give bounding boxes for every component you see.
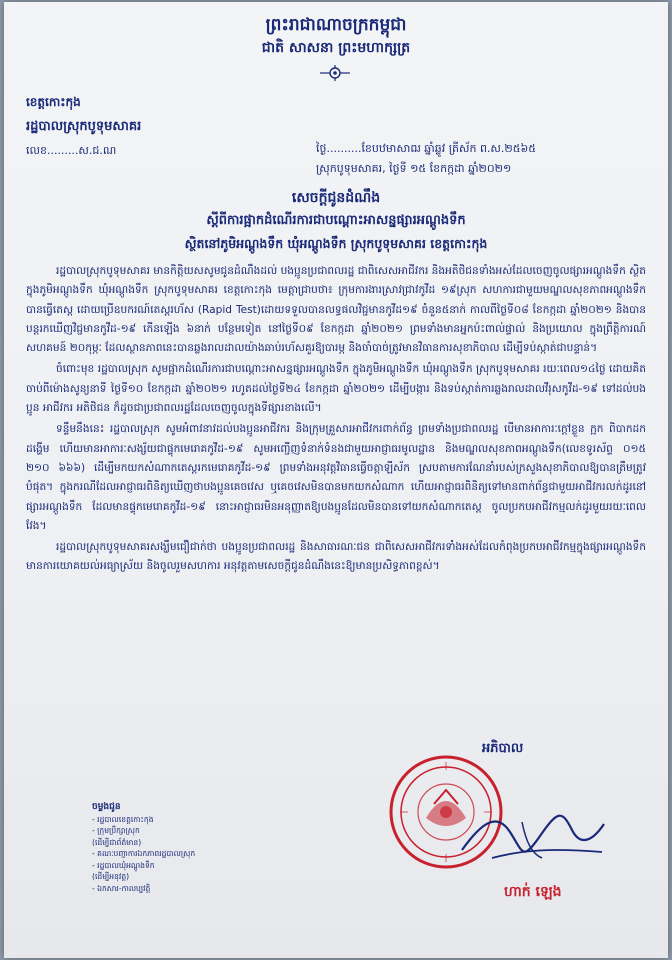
body-paragraph-4: រដ្ឋបាលស្រុកបូទុមសាគរសង្ឃឹមជឿជាក់ថា បងប្អូនប្រជាពលរដ្ឋ និងសាធារណៈជន ជាពិសេសអាជីវករទាំងអស់ដែលកំពុងប្រកបអាជីវកម្មក្នុងផ្សារអណ្តូងទឹក មានការយោគយល់អធ្យាស្រ័យ និងចូលរួមសហការ អនុវត្តតាមសេចក្តីជូនដំណឹងនេះឱ្យមានប្រសិទ្ធភាពខ្ពស់។	[26, 541, 646, 573]
province-name: ខេត្តកោះកុង	[26, 95, 81, 109]
recipient-item: - រដ្ឋបាលឃុំអណ្តូងទឹក	[92, 860, 155, 870]
administration-name: រដ្ឋបាលស្រុកបូទុមសាគរ	[26, 119, 142, 134]
recipient-item: - ក្រុមប្រឹក្សាស្រុក	[92, 826, 140, 835]
body-paragraph-3: ទន្ទឹមនឹងនេះ រដ្ឋបាលស្រុក សូមអំពាវនាវដល់បងប្អូនអាជីវករ និងក្រុមគ្រួសារអាជីវករពាក់ព័ន្ធ ព្រមទាំងប្រជាពលរដ្ឋ បើមានអាការៈក្តៅខ្លួន ក្អក ពិបាកដកដង្ហើម ហើយមានអាការៈសង្ស័យជាផ្ទុកមេរោគកូវីដ-១៩ សូមអញ្ជើញទំនាក់ទំនងជាមួយអាជ្ញាធរមូលដ្ឋាន និងមណ្ឌលសុខភាពអណ្តូងទឹក(លេខទូរស័ព្ទ ០១៥ ២១០ ៦៦៦) ដើម្បីមកយកសំណាកតេស្តរកមេរោគកូវីដ-១៩ ព្រមទាំងអនុវត្តវិធានធ្វើចត្តាឡីស័ក ស្របតាមការណែនាំរបស់ក្រសួងសុខាភិបាលឱ្យបានត្រឹមត្រូវបំផុត។ ក្នុងករណីដែលអាជ្ញាធរពិនិត្យឃើញថាបងប្អូនគេចវេស ឬគេចវេសមិនបានមកយកសំណាក ហើយអាជ្ញាធរពិនិត្យទៅមានពាក់ព័ន្ធជាមួយអាជីវករលក់ដូរនៅផ្សារអណ្តូងទឹក ដែលមានផ្ទុកមេរោគកូវីដ-១៩ នោះអាជ្ញាធរមិនអនុញ្ញាតឱ្យបងប្អូនដែលមិនបានទៅយកសំណាកតេស្ត ចូលប្រកបអាជីវកម្មលក់ដូរមួយរយៈពេលវែង។	[26, 423, 646, 532]
signer-title: អភិបាល	[482, 741, 524, 756]
recipients-list	[92, 802, 195, 894]
ornament-icon	[320, 64, 350, 82]
solar-date: ស្រុកបូទុមសាគរ, ថ្ងៃទី ១៥ ខែកក្កដា ឆ្នាំ២០២១	[316, 162, 512, 175]
document-page	[4, 2, 668, 958]
recipient-item: (ដើម្បីអនុវត្ត)	[92, 872, 130, 881]
kingdom-heading: ព្រះរាជាណាចក្រកម្ពុជា	[265, 15, 407, 35]
document-title: សេចក្តីជូនដំណឹង	[291, 190, 381, 206]
document-subject: ស្តីពីការផ្អាកដំណើរការជាបណ្តោះអាសន្នផ្សារអណ្តូងទឹក	[206, 213, 466, 228]
lunar-date: ថ្ងៃ..........ខែបឋមាសាឍ ឆ្នាំឆ្លូវ ត្រីស័ក ព.ស.២៥៦៥	[316, 142, 537, 155]
recipient-item: - គណៈបញ្ជាការឯកភាពរដ្ឋបាលស្រុក	[92, 849, 196, 858]
national-motto: ជាតិ សាសនា ព្រះមហាក្សត្រ	[261, 40, 411, 56]
recipient-item: - ឯកសារ-កាលប្បវត្តិ	[92, 883, 151, 893]
signer-name: ហាក់ ឡេង	[504, 884, 562, 900]
handwritten-signature	[452, 802, 612, 872]
body-paragraph-1: រដ្ឋបាលស្រុកបូទុមសាគរ មានកិត្តិយសសូមជូនដំណឹងដល់ បងប្អូនប្រជាពលរដ្ឋ ជាពិសេសអាជីវករ និងអតិថិជនទាំងអស់ដែលចេញចូលផ្សារអណ្តូងទឹក ស្ថិតក្នុងភូមិអណ្តូងទឹក ឃុំអណ្តូងទឹក ស្រុកបូទុមសាគរ ខេត្តកោះកុង មេត្តាជ្រាបថា៖ ក្រុមការងារស្រាវជ្រាវកូវីដ ១៩ស្រុក សហការជាមួយមណ្ឌលសុខភាពអណ្តូងទឹក បានធ្វើតេស្ត ដោយប្រើឧបករណ៍តេស្តរហ័ស (Rapid Test)ដោយទទួលបានលទ្ធផលវិជ្ជមានកូវីដ១៩ ចំនួន៥នាក់ កាលពីថ្ងៃទី០៨ ខែកក្កដា ឆ្នាំ២០២១ និងបានបន្តរកឃើញវិជ្ជមានកូវីដ-១៩ កើនឡើង ៦នាក់ បន្ថែមទៀត នៅថ្ងៃទី០៩ ខែកក្កដា ឆ្នាំ២០២១ ព្រមទាំងមានអ្នកប៉ះពាល់ផ្ទាល់ និងប្រយោល ក្នុងព្រឹត្តិការណ៍សហគមន៍ ២០កុម្ភៈ ដែលស្ថានភាពនេះបានឆ្លងរាលដាលយ៉ាងឆាប់រហ័សគួរឱ្យបារម្ភ និងចាំបាច់ត្រូវមានវិធានការសុខាភិបាល ដើម្បីទប់ស្កាត់ជាបន្ទាន់។	[26, 265, 646, 355]
body-paragraph-2: ចំពោះមុខ រដ្ឋបាលស្រុក សូមផ្អាកដំណើរការជាបណ្តោះអាសន្នផ្សារអណ្តូងទឹក ក្នុងភូមិអណ្តូងទឹក ឃុំអណ្តូងទឹក ស្រុកបូទុមសាគរ រយៈពេល១៤ថ្ងៃ ដោយគិត ចាប់ពីម៉ោងសូន្យនាទី ថ្ងៃទី១០ ខែកក្កដា ឆ្នាំ២០២១ រហូតដល់ថ្ងៃទី២៤ ខែកក្កដា ឆ្នាំ២០២១ ដើម្បីបង្ការ និងទប់ស្កាត់ការឆ្លងរាលដាលវីរុសកូវីដ-១៩ ទៅដល់បងប្អូន អាជីវករ អតិថិជន ក៏ដូចជាប្រជាពលរដ្ឋដែលចេញចូលក្នុងទីផ្សារខាងលើ។	[26, 363, 646, 415]
notice-body	[26, 262, 646, 577]
recipients-heading: ចម្លងជូន	[92, 802, 121, 812]
recipient-item: - រដ្ឋបាលខេត្តកោះកុង	[92, 814, 154, 824]
reference-number: លេខ.........ស.ជ.ណ	[26, 144, 117, 157]
document-location: ស្ថិតនៅភូមិអណ្តូងទឹក ឃុំអណ្តូងទឹក ស្រុកបូទុមសាគរ ខេត្តកោះកុង	[184, 236, 488, 251]
recipient-item: (ដើម្បីជាព័ត៌មាន)	[92, 837, 142, 847]
